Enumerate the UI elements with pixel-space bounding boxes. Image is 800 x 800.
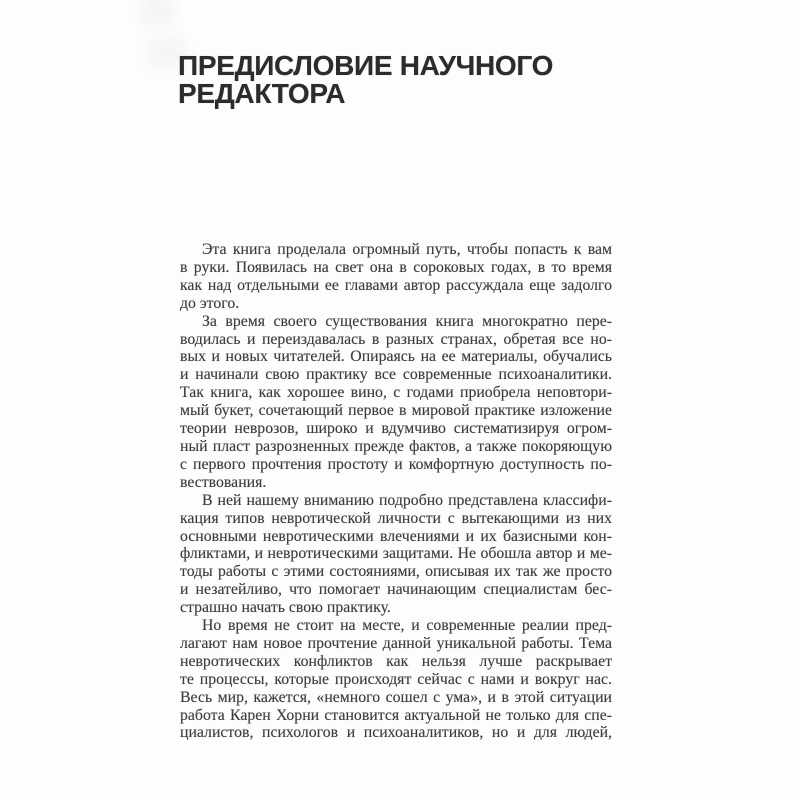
text-line: и незатейливо, что помогает начинающим специалистам бес- (180, 581, 612, 599)
text-line: с первого прочтения простоту и комфортную доступность по- (180, 455, 612, 473)
text-line: невротических конфликтов как нельзя лучше раскрывает (180, 652, 612, 670)
text-line: Так книга, как хорошее вино, с годами приобрела неповтори- (180, 384, 612, 402)
chapter-title-line-1: ПРЕДИСЛОВИЕ НАУЧНОГО (178, 50, 554, 81)
text-line: циалистов, психологов и психоаналитиков, но и для людей, (180, 724, 612, 742)
text-line: до этого. (180, 294, 240, 312)
text-line: В ней нашему вниманию подробно представлена классифи- (202, 491, 612, 509)
text-line: работа Карен Хорни становится актуальной не только для спе- (180, 706, 612, 724)
text-line: в руки. Появилась на свет она в сороковых годах, в то время (180, 258, 612, 276)
text-line: ный пласт разрозненных прежде фактов, а также покоряющую (180, 437, 612, 455)
paragraph-1 (180, 241, 612, 313)
text-line: те процессы, которые происходят сейчас с нами и вокруг нас. (180, 670, 612, 688)
text-line: теории неврозов, широко и вдумчиво систематизируя огром- (180, 420, 612, 438)
text-line: фликтами, и невротическими защитами. Не обошла автор и ме- (180, 545, 612, 563)
text-line: вых и новых читателей. Опираясь на ее материалы, обучались (180, 348, 612, 366)
body-text (180, 241, 612, 742)
paragraph-4 (180, 617, 612, 742)
text-line: Эта книга проделала огромный путь, чтобы попасть к вам (202, 241, 612, 258)
text-line: страшно начать свою практику. (180, 599, 391, 617)
text-line: водилась и переиздавалась в разных странах, обретая все но- (180, 330, 612, 348)
text-line: тоды работы с этими состояниями, описывая их так же просто (180, 563, 612, 581)
text-line: как над отдельными ее главами автор рассуждала еще задолго (180, 276, 612, 294)
chapter-title (178, 52, 553, 108)
text-line: За время своего существования книга многократно пере- (202, 312, 612, 330)
text-line: и начинали свою практику все современные психоаналитики. (180, 366, 612, 384)
text-line: мый букет, сочетающий первое в мировой практике изложение (180, 402, 612, 420)
scan-smudge-top (140, 0, 176, 30)
text-line: кация типов невротической личности с вытекающими из них (180, 509, 612, 527)
text-line: Но время не стоит на месте, и современные реалии пред- (202, 617, 612, 635)
text-line: Весь мир, кажется, «немного сошел с ума», и в этой ситуации (180, 688, 612, 706)
text-line: основными невротическими влечениями и их базисными кон- (180, 527, 612, 545)
text-line: лагают нам новое прочтение данной уникальной работы. Тема (180, 634, 612, 652)
chapter-title-line-2: РЕДАКТОРА (178, 78, 346, 109)
text-line: вествования. (180, 473, 267, 491)
paragraph-2 (180, 313, 612, 492)
paragraph-3 (180, 492, 612, 617)
